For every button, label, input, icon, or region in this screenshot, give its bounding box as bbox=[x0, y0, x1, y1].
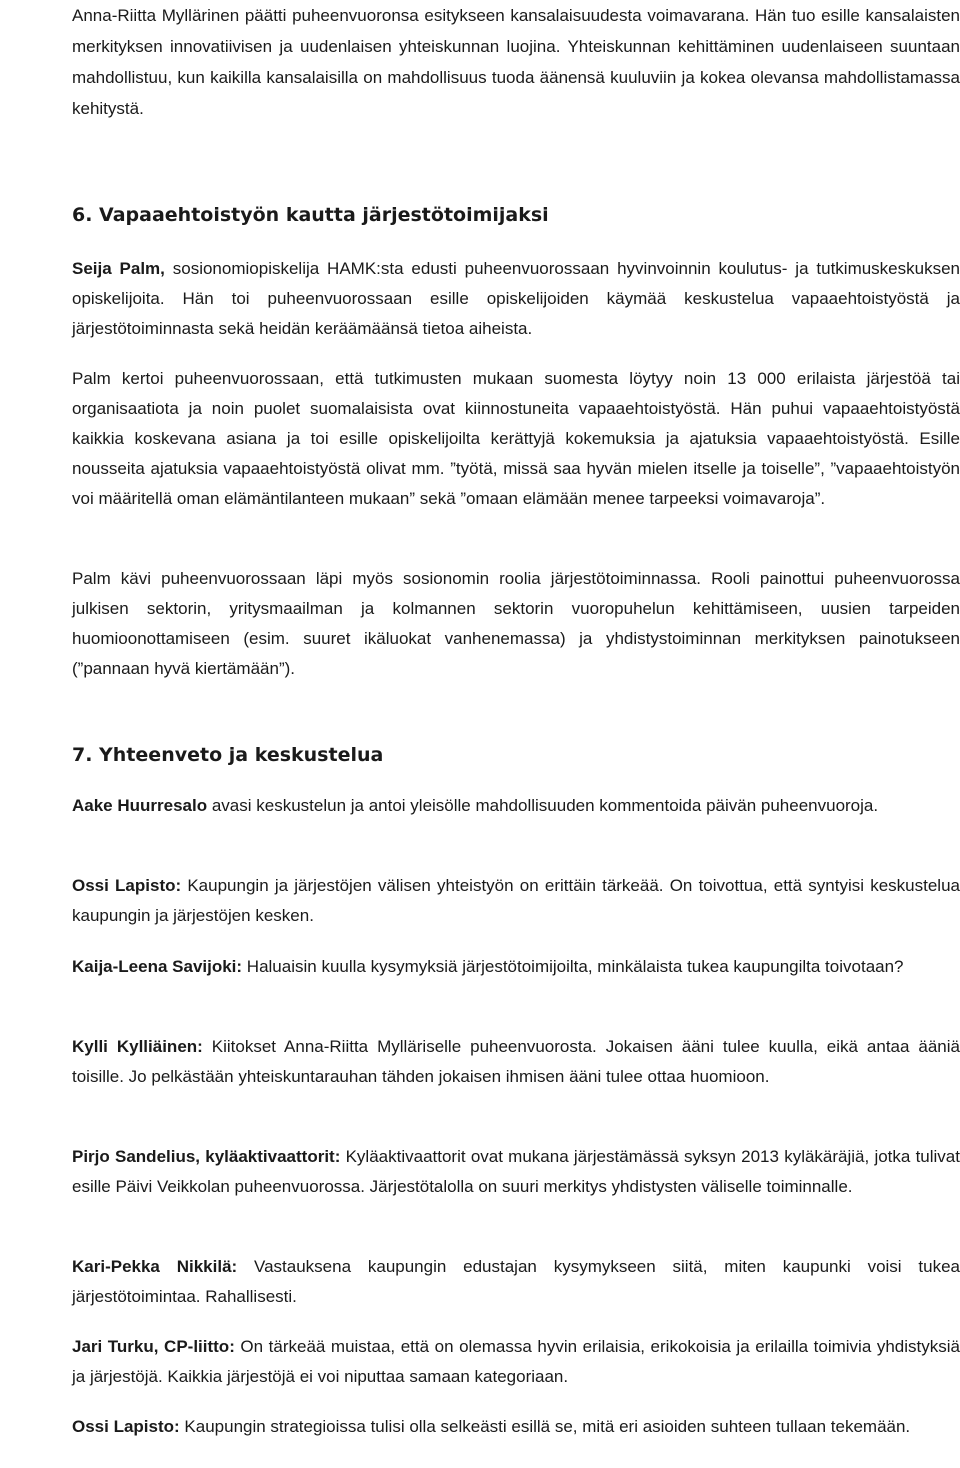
speaker-name: Kaija-Leena Savijoki: bbox=[72, 957, 243, 976]
speaker-name: Kylli Kylliäinen: bbox=[72, 1037, 203, 1056]
paragraph-text: sosionomiopiskelija HAMK:sta edusti puheenvuorossaan hyvinvoinnin koulutus- ja tutkimuskeskuksen opiskelijoita. Hän toi puheenvuorossaan esille opiskelijoiden käymää keskustelua vapaaehtoistyöstä ja järjestötoiminnasta sekä heidän keräämäänsä tietoa aiheista. bbox=[72, 259, 960, 338]
discussion-entry bbox=[72, 1032, 960, 1092]
speaker-name: Pirjo Sandelius, kyläaktivaattorit: bbox=[72, 1147, 341, 1166]
entry-text: Kaupungin strategioissa tulisi olla selkeästi esillä se, mitä eri asioiden suhteen tullaan tekemään. bbox=[179, 1417, 911, 1436]
discussion-entry bbox=[72, 791, 960, 821]
discussion-entry bbox=[72, 952, 960, 982]
entry-text: Kiitokset Anna-Riitta Mylläriselle puheenvuorosta. Jokaisen ääni tulee kuulla, eikä antaa ääniä toisille. Jo pelkästään yhteiskuntarauhan tähden jokaisen ihmisen ääni tulee ottaa huomioon. bbox=[72, 1037, 960, 1086]
discussion-entry bbox=[72, 1412, 960, 1442]
entry-text: On tärkeää muistaa, että on olemassa hyvin erilaisia, erikokoisia ja erilailla toimivia yhdistyksiä ja järjestöjä. Kaikkia järjestöjä ei voi niputtaa samaan kategoriaan. bbox=[72, 1337, 960, 1386]
section-6-heading: 6. Vapaaehtoistyön kautta järjestötoimijaksi bbox=[72, 204, 549, 226]
entry-text: Haluaisin kuulla kysymyksiä järjestötoimijoilta, minkälaista tukea kaupungilta toivotaan? bbox=[242, 957, 904, 976]
speaker-name: Seija Palm, bbox=[72, 259, 165, 278]
entry-text: Vastauksena kaupungin edustajan kysymykseen siitä, miten kaupunki voisi tukea järjestötoimintaa. Rahallisesti. bbox=[72, 1257, 960, 1306]
discussion-entry bbox=[72, 1252, 960, 1312]
discussion-entry bbox=[72, 871, 960, 931]
intro-paragraph: Anna-Riitta Myllärinen päätti puheenvuoronsa esitykseen kansalaisuudesta voimavarana. Hän tuo esille kansalaisten merkityksen innovatiivisen ja uudenlaisen yhteiskunnan luojina. Yhteiskunnan kehittäminen uudenlaiseen suuntaan mahdollistuu, kun kaikilla kansalaisilla on mahdollisuus tuoda äänensä kuuluviin ja kokea olevansa mahdollistamassa kehitystä. bbox=[72, 6, 960, 118]
speaker-name: Ossi Lapisto: bbox=[72, 1417, 180, 1436]
speaker-name: Kari-Pekka Nikkilä: bbox=[72, 1257, 238, 1276]
entry-text: Kyläaktivaattorit ovat mukana järjestämässä syksyn 2013 kyläkäräjiä, jotka tulivat esille Päivi Veikkolan puheenvuorossa. Järjestötalolla on suuri merkitys yhdistysten väliselle toiminnalle. bbox=[72, 1147, 960, 1196]
discussion-entry bbox=[72, 1332, 960, 1392]
palm-role-paragraph: Palm kävi puheenvuorossaan läpi myös sosionomin roolia järjestötoiminnassa. Rooli painottui puheenvuorossa julkisen sektorin, yritysmaailman ja kolmannen sektorin vuoropuhelun kehittämiseen, uusien tarpeiden huomioonottamiseen (esim. suuret ikäluokat vanhenemassa) ja yhdistystoiminnan merkityksen painotukseen (”pannaan hyvä kiertämään”). bbox=[72, 569, 960, 678]
discussion-entry bbox=[72, 1142, 960, 1202]
speaker-name: Jari Turku, CP-liitto: bbox=[72, 1337, 235, 1356]
speaker-name: Aake Huurresalo bbox=[72, 796, 208, 815]
speaker-name: Ossi Lapisto: bbox=[72, 876, 182, 895]
entry-text: Kaupungin ja järjestöjen välisen yhteistyön on erittäin tärkeää. On toivottua, että syntyisi keskustelua kaupungin ja järjestöjen kesken. bbox=[72, 876, 960, 925]
section-7-heading: 7. Yhteenveto ja keskustelua bbox=[72, 744, 384, 766]
palm-intro-paragraph bbox=[72, 254, 960, 344]
entry-text: avasi keskustelun ja antoi yleisölle mahdollisuuden kommentoida päivän puheenvuoroja. bbox=[207, 796, 879, 815]
palm-research-paragraph: Palm kertoi puheenvuorossaan, että tutkimusten mukaan suomesta löytyy noin 13 000 erilaista järjestöä tai organisaatiota ja noin puolet suomalaisista ovat kiinnostuneita vapaaehtoistyöstä. Hän puhui vapaaehtoistyöstä kaikkia koskevana asiana ja toi esille opiskelijoilta kerättyjä kokemuksia ja ajatuksia vapaaehtoistyöstä. Esille nousseita ajatuksia vapaaehtoistyöstä olivat mm. ”työtä, missä saa hyvän mielen itselle ja toiselle”, ”vapaaehtoistyön voi määritellä oman elämäntilanteen mukaan” sekä ”omaan elämään menee tarpeeksi voimavaroja”. bbox=[72, 369, 960, 508]
